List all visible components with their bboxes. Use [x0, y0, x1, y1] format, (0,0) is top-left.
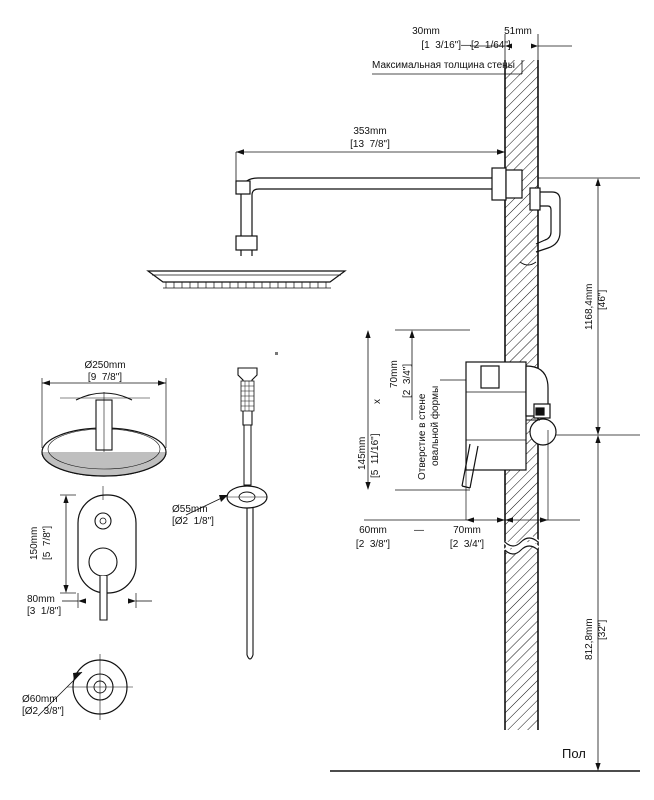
- valve-faceplate-front: [60, 486, 152, 620]
- height-top-mm: 1168,4mm: [584, 283, 595, 330]
- rain-head-top-view: [42, 378, 166, 476]
- holder-diameter-in: [Ø2 1/8"]: [172, 516, 214, 527]
- outlet-diameter-mm: Ø60mm: [22, 694, 58, 705]
- hole-width-mm: 70mm: [389, 360, 400, 388]
- depth-left-mm: 60mm: [359, 525, 387, 536]
- wall-thickness-value-a: 30mm: [412, 26, 440, 37]
- wall-thickness-inches: [1 3/16"]—[2 1/64"]: [421, 40, 511, 51]
- hole-multiplier: x: [372, 399, 383, 404]
- hole-caption-line2: овальной формы: [430, 385, 441, 466]
- depth-right-mm: 70mm: [453, 525, 481, 536]
- depth-left-in: [2 3/8"]: [355, 539, 391, 550]
- head-diameter-mm: Ø250mm: [84, 360, 126, 371]
- outlet-diameter-in: [Ø2 3/8"]: [22, 706, 64, 717]
- hole-height-mm: 145mm: [357, 436, 368, 470]
- hole-width-in: [2 3/4"]: [402, 363, 413, 398]
- depth-right-in: [2 3/4"]: [449, 539, 485, 550]
- holder-diameter-mm: Ø55mm: [172, 504, 208, 515]
- height-dimensions: [538, 178, 640, 771]
- shower-arm: [236, 168, 522, 256]
- plate-width-mm: 80mm: [27, 594, 55, 605]
- height-bottom-in: [32"]: [597, 619, 608, 640]
- head-diameter-in: [9 7/8"]: [87, 372, 123, 383]
- height-bottom-mm: 812,8mm: [584, 618, 595, 660]
- hole-caption-line1: Отверстие в стене: [417, 393, 428, 480]
- hole-height-in: [5 11/16"]: [370, 433, 381, 478]
- wall-thickness-caption: Максимальная толщина стены: [372, 60, 515, 71]
- height-top-in: [46"]: [597, 289, 608, 310]
- wall-thickness-value-b: 51mm: [504, 26, 532, 37]
- plate-height-in: [5 7/8"]: [42, 525, 53, 560]
- rain-shower-head-side: [148, 271, 345, 288]
- arm-length-dimension: [236, 149, 505, 188]
- arm-length-in: [13 7/8"]: [350, 139, 390, 150]
- arm-length-mm: 353mm: [353, 126, 387, 137]
- floor-label: Пол: [562, 746, 586, 761]
- depth-dash: —: [414, 525, 424, 536]
- plate-height-mm: 150mm: [29, 526, 40, 560]
- plate-width-in: [3 1/8"]: [27, 606, 62, 617]
